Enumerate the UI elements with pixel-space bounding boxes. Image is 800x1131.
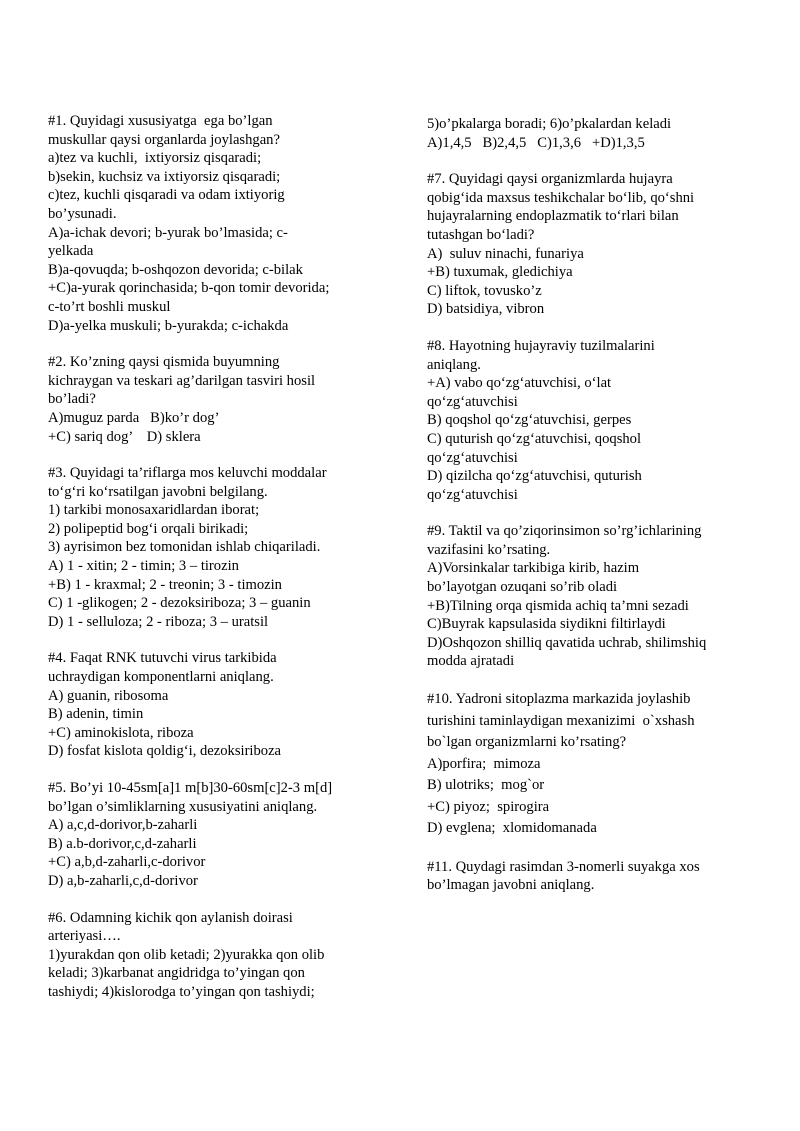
question-line: #8. Hayotning hujayraviy tuzilmalarini [427, 337, 655, 354]
question-line: #11. Quydagi rasimdan 3-nomerli suyakga xos [427, 858, 700, 875]
question-line: D) batsidiya, vibron [427, 301, 545, 318]
question-line: kichraygan va teskari ag’darilgan tasviri hosil [48, 372, 316, 389]
left-column [48, 112, 378, 1020]
question-line: #3. Quyidagi ta’riflarga mos keluvchi moddalar [48, 465, 327, 482]
question-line: C) 1 -glikogen; 2 - dezoksiriboza; 3 – guanin [48, 595, 311, 612]
question-line: A)muguz parda B)ko’r dog’ [48, 409, 220, 426]
question-block-q6 [48, 909, 378, 1002]
question-line: +B) tuxumak, gledichiya [427, 264, 573, 281]
question-line: c)tez, kuchli qisqaradi va odam ixtiyorig [48, 187, 285, 204]
question-line: +C) aminokislota, riboza [48, 724, 194, 741]
question-line: qo‘zg‘atuvchisi [427, 449, 518, 466]
question-line: #9. Taktil va qo’ziqorinsimon so’rg’ichlarining [427, 523, 702, 540]
question-line: qobig‘ida maxsus teshikchalar bo‘lib, qo‘shni [427, 189, 695, 206]
question-line: A)porfira; mimoza [427, 755, 541, 772]
question-line: #4. Faqat RNK tutuvchi virus tarkibida [48, 650, 277, 667]
question-line: 2) polipeptid bog‘i orqali birikadi; [48, 520, 249, 537]
question-line: yelkada [48, 243, 94, 260]
question-line: +C) a,b,d-zaharli,c-dorivor [48, 854, 206, 871]
question-block-q3 [48, 464, 378, 631]
question-line: D)a-yelka muskuli; b-yurakda; c-ichakda [48, 317, 289, 334]
question-line: to‘g‘ri ko‘rsatilgan javobni belgilang. [48, 483, 268, 500]
question-block-q1 [48, 112, 378, 335]
question-line: a)tez va kuchli, ixtiyorsiz qisqaradi; [48, 150, 262, 167]
question-line: bo`lgan organizmlarni ko’rsating? [427, 734, 627, 751]
question-line: 1) tarkibi monosaxaridlardan iborat; [48, 502, 260, 519]
question-line: +A) vabo qo‘zg‘atuvchisi, o‘lat [427, 375, 612, 392]
question-line: B) qoqshol qo‘zg‘atuvchisi, gerpes [427, 412, 632, 429]
right-column [427, 115, 757, 913]
question-line: c-to’rt boshli muskul [48, 298, 171, 315]
question-line: A)1,4,5 B)2,4,5 C)1,3,6 +D)1,3,5 [427, 134, 645, 151]
question-line: A) guanin, ribosoma [48, 687, 169, 704]
question-line: #7. Quyidagi qaysi organizmlarda hujayra [427, 171, 673, 188]
question-line: A) suluv ninachi, funariya [427, 245, 584, 262]
question-line: D) a,b-zaharli,c,d-dorivor [48, 872, 198, 889]
question-line: D) 1 - selluloza; 2 - riboza; 3 – uratsil [48, 613, 269, 630]
question-line: +C) sariq dog’ D) sklera [48, 428, 201, 445]
question-line: C) quturish qo‘zg‘atuvchisi, qoqshol [427, 430, 642, 447]
question-line: D) fosfat kislota qoldig‘i, dezoksiriboza [48, 743, 282, 760]
question-line: uchraydigan komponentlarni aniqlang. [48, 669, 274, 686]
question-line: #5. Bo’yi 10-45sm[a]1 m[b]30-60sm[c]2-3 m[d] [48, 780, 333, 796]
question-line: +C) piyoz; spirogira [427, 798, 550, 815]
question-line: 5)o’pkalarga boradi; 6)o’pkalardan keladi [427, 116, 672, 132]
question-line: A) a,c,d-dorivor,b-zaharli [48, 817, 198, 834]
question-line: bo’ysunadi. [48, 205, 117, 222]
question-block-q8 [427, 337, 757, 504]
question-block-q6-cont [427, 115, 757, 152]
question-line: qo‘zg‘atuvchisi [427, 393, 518, 410]
question-line: B) ulotriks; mog`or [427, 777, 545, 794]
question-line: C)Buyrak kapsulasida siydikni filtirlaydi [427, 616, 666, 633]
question-line: B) adenin, timin [48, 706, 144, 723]
question-line: #2. Ko’zning qaysi qismida buyumning [48, 354, 280, 371]
question-line: B) a.b-dorivor,c,d-zaharli [48, 835, 197, 852]
question-block-q10 [427, 689, 757, 840]
question-line: A)Vorsinkalar tarkibiga kirib, hazim [427, 560, 640, 577]
question-line: A)a-ichak devori; b-yurak bo’lmasida; c- [48, 224, 288, 241]
question-block-q9 [427, 522, 757, 671]
question-line: 3) ayrisimon bez tomonidan ishlab chiqariladi. [48, 539, 321, 556]
question-line: tashiydi; 4)kislorodga to’yingan qon tashiydi; [48, 983, 315, 1000]
question-line: vazifasini ko’rsating. [427, 541, 551, 558]
question-line: bo’ladi? [48, 391, 96, 408]
question-line: +B) 1 - kraxmal; 2 - treonin; 3 - timozin [48, 576, 282, 593]
question-line: +B)Tilning orqa qismida achiq ta’mni sezadi [427, 597, 689, 614]
question-line: B)a-qovuqda; b-oshqozon devorida; c-bilak [48, 261, 303, 278]
question-line: A) 1 - xitin; 2 - timin; 3 – tirozin [48, 558, 239, 575]
question-line: aniqlang. [427, 356, 481, 373]
question-line: D) qizilcha qo‘zg‘atuvchisi, quturish [427, 468, 642, 485]
question-line: modda ajratadi [427, 653, 515, 670]
question-line: keladi; 3)karbanat angidridga to’yingan qon [48, 965, 305, 982]
question-line: D) evglena; xlomidomanada [427, 820, 597, 837]
question-line: muskullar qaysi organlarda joylashgan? [48, 131, 280, 148]
question-line: qo‘zg‘atuvchisi [427, 486, 518, 503]
question-line: #1. Quyidagi xususiyatga ega bo’lgan [48, 113, 273, 129]
question-block-q11 [427, 858, 757, 895]
question-line: arteriyasi…. [48, 928, 121, 945]
question-line: bo’lgan o’simliklarning xususiyatini aniqlang. [48, 798, 318, 815]
question-line: bo’layotgan ozuqani so’rib oladi [427, 579, 618, 596]
question-line: bo’lmagan javobni aniqlang. [427, 877, 595, 894]
question-block-q7 [427, 170, 757, 319]
question-line: 1)yurakdan qon olib ketadi; 2)yurakka qon olib [48, 946, 325, 963]
question-block-q5 [48, 779, 378, 891]
question-block-q4 [48, 649, 378, 761]
question-line: #10. Yadroni sitoplazma markazida joylashib [427, 691, 691, 708]
question-line: tutashgan bo‘ladi? [427, 226, 535, 243]
question-line: hujayralarning endoplazmatik to‘rlari bilan [427, 208, 679, 225]
question-line: b)sekin, kuchsiz va ixtiyorsiz qisqaradi; [48, 168, 281, 185]
question-block-q2 [48, 353, 378, 446]
question-line: +C)a-yurak qorinchasida; b-qon tomir devorida; [48, 280, 330, 297]
question-line: #6. Odamning kichik qon aylanish doirasi [48, 909, 293, 926]
question-line: turishini taminlaydigan mexanizimi o`xshash [427, 712, 695, 729]
question-line: C) liftok, tovusko’z [427, 282, 542, 299]
question-line: D)Oshqozon shilliq qavatida uchrab, shilimshiq [427, 634, 707, 651]
